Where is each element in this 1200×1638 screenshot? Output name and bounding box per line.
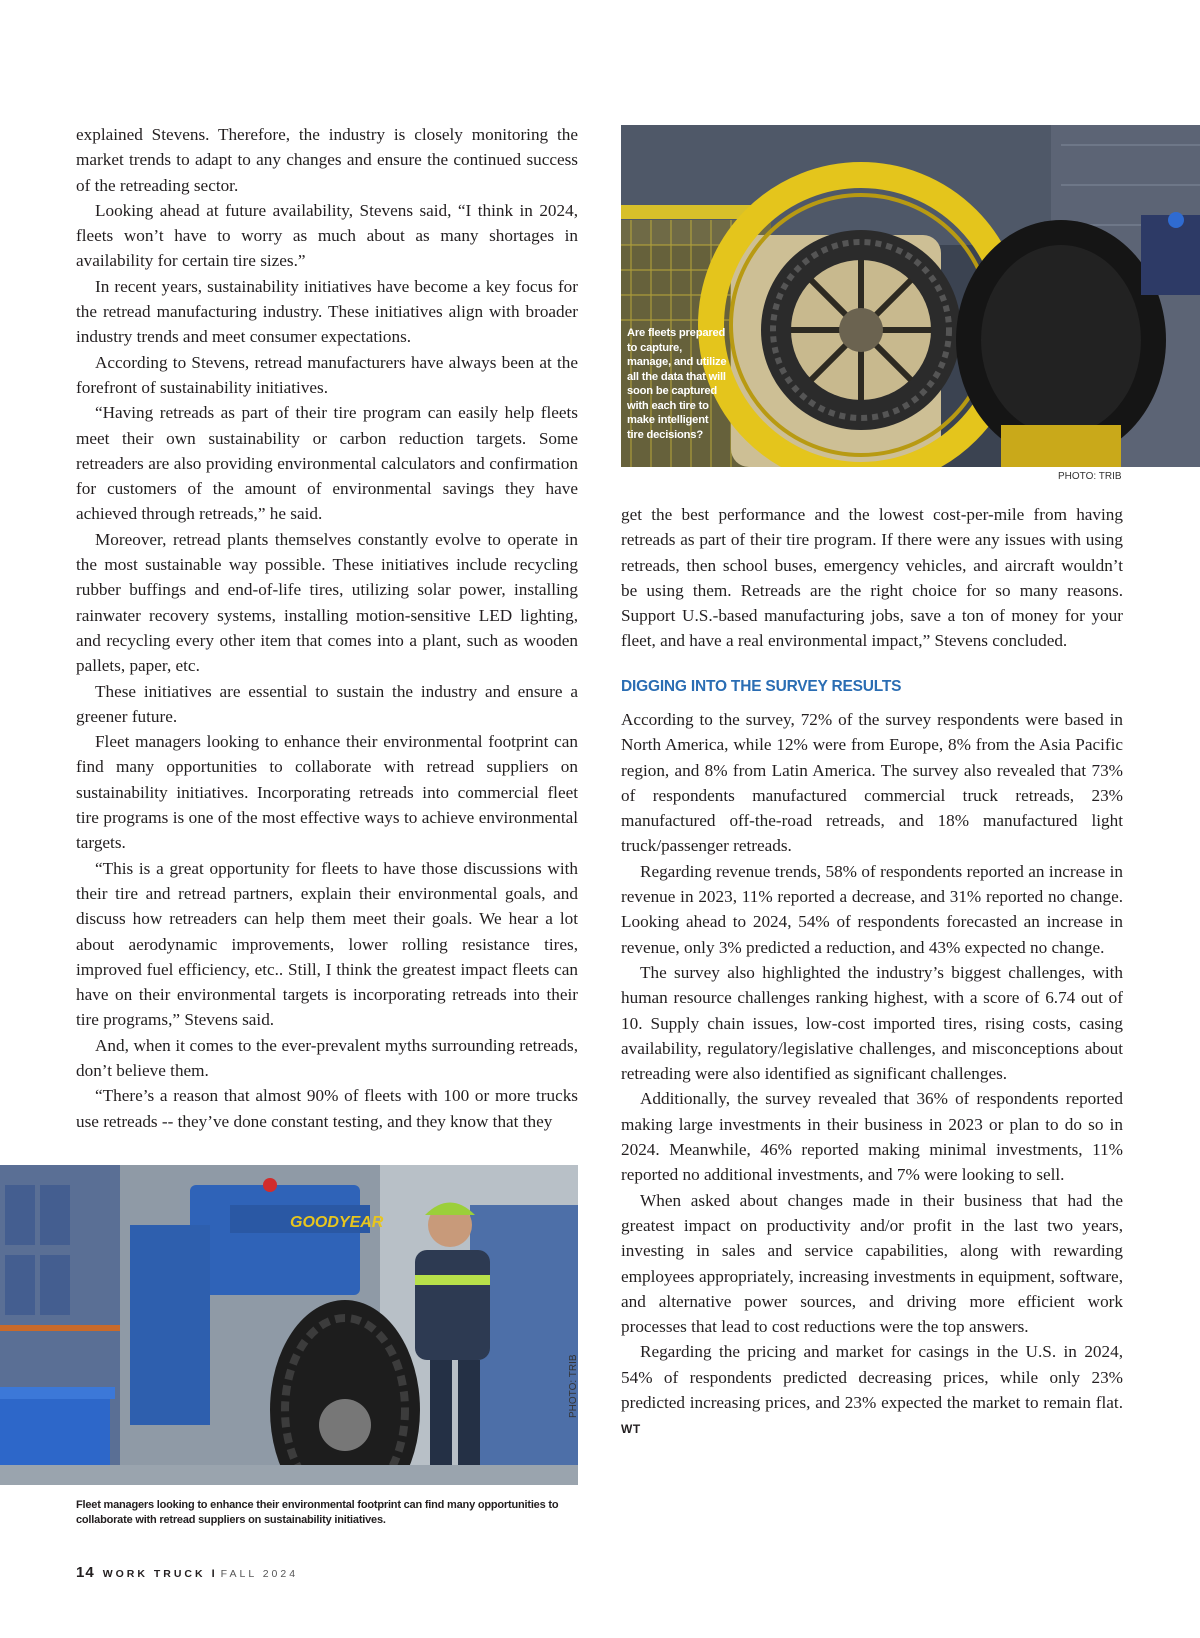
paragraph: “This is a great opportunity for fleets to have those discussions with their tire and retread partners, explain their environmental goals, and discuss how retreaders can help them meet their goals. We hear a lot about aerodynamic improvements, lower rolling resistance tires, improved fuel efficiency, etc.. Still, I think the greatest impact fleets can have on their environmental targets is incorporating retreads into their tire programs,” Stevens said. [76, 858, 578, 1030]
paragraph: “Having retreads as part of their tire program can easily help fleets meet their own sustainability or carbon reduction targets. Some retreaders are also providing environmental calculators and confirmation for customers of the amount of environmental savings they have achieved through retreads,” he said. [76, 403, 578, 524]
paragraph [621, 1339, 1123, 1442]
paragraph: explained Stevens. Therefore, the industry is closely monitoring the market trends to adapt to any changes and ensure the continued success of the retreading sector. [76, 125, 578, 195]
bottom-photo-credit: PHOTO: TRIB [568, 1354, 579, 1418]
paragraph: In recent years, sustainability initiatives have become a key focus for the retread manufacturing industry. These initiatives align with broader industry trends and meet consumer expectations. [76, 276, 578, 347]
paragraph: According to the survey, 72% of the survey respondents were based in North America, while 12% were from Europe, 8% from the Asia Pacific region, and 8% from Latin America. The survey also revealed that 73% of respondents manufactured commercial truck retreads, 23% manufactured off-the-road retreads, and 18% manufactured light truck/passenger retreads. [621, 710, 1123, 856]
paragraph: The survey also highlighted the industry’s biggest challenges, with human resource challenges ranking highest, with a score of 6.74 out of 10. Supply chain issues, low-cost imported tires, rising costs, casing availability, regulatory/legislative challenges, and misconceptions about retreading were also identified as significant challenges. [621, 962, 1123, 1084]
paragraph: Additionally, the survey revealed that 36% of respondents reported making large investments in their business in 2023 or plan to do so in 2024. Meanwhile, 46% reported making minimal investments, 11% reported no additional investments, and 7% were looking to sell. [621, 1089, 1123, 1185]
paragraph: Regarding revenue trends, 58% of respondents reported an increase in revenue in 2023, 11% reported a decrease, and 31% reported no change. Looking ahead to 2024, 54% of respondents forecasted an increase in revenue, only 3% predicted a reduction, and 43% expected no change. [621, 861, 1123, 957]
page-number: 14 [76, 1564, 95, 1581]
magazine-name: WORK TRUCK [102, 1568, 206, 1580]
top-photo-caption: Are fleets prepared to capture, manage, and utilize all the data that will soon be captured with each tire to make intelligent tire decisions? [627, 327, 727, 441]
paragraph-text: Regarding the pricing and market for casings in the U.S. in 2024, 54% of respondents predicted decreasing prices, while only 23% predicted increasing prices, and 23% expected the market to remain flat. [621, 1342, 1123, 1413]
goodyear-logo-text: GOODYEAR [290, 1214, 384, 1231]
page-footer [76, 1564, 298, 1582]
paragraph: get the best performance and the lowest cost-per-mile from having retreads as part of their tire program. If there were any issues with using retreads, then school buses, emergency vehicles, and aircraft wouldn’t be using them. Retreads are the right choice for so many reasons. Support U.S.-based manufacturing jobs, save a ton of money for your fleet, and have a real environmental impact,” Stevens concluded. [621, 505, 1123, 651]
bottom-photo-caption: Fleet managers looking to enhance their environmental footprint can find many opportunities to collaborate with retread suppliers on sustainability initiatives. [76, 1499, 559, 1526]
footer-separator: I [211, 1568, 215, 1580]
article-right-column-top [621, 502, 1123, 654]
top-photo-credit: PHOTO: TRIB [1058, 471, 1122, 482]
issue-label: FALL 2024 [220, 1568, 299, 1580]
paragraph: These initiatives are essential to sustain the industry and ensure a greener future. [76, 681, 578, 726]
paragraph: Looking ahead at future availability, Stevens said, “I think in 2024, fleets won’t have to worry as much about as many shortages in availability for certain tire sizes.” [76, 200, 578, 271]
section-heading: DIGGING INTO THE SURVEY RESULTS [621, 678, 902, 695]
paragraph: Moreover, retread plants themselves constantly evolve to operate in the most sustainable way possible. These initiatives include recycling rubber buffings and end-of-life tires, utilizing solar power, installing rainwater recovery systems, installing motion-sensitive LED lighting, and recycling every other item that comes into a plant, such as wooden pallets, paper, etc. [76, 529, 578, 676]
article-left-column [76, 122, 578, 1134]
paragraph: When asked about changes made in their business that had the greatest impact on productivity and/or profit in the last two years, investing in sales and service capabilities, along with rewarding employees appropriately, increasing investments in equipment, software, and alternative power sources, and driving more efficient work processes that lead to cost reductions were the top answers. [621, 1190, 1123, 1337]
paragraph: And, when it comes to the ever-prevalent myths surrounding retreads, don’t believe them. [76, 1035, 578, 1080]
paragraph: Fleet managers looking to enhance their environmental footprint can find many opportunities to collaborate with retread suppliers on sustainability initiatives. Incorporating retreads into commercial fleet tire programs is one of the most effective ways to achieve environmental targets. [76, 732, 578, 853]
paragraph: According to Stevens, retread manufacturers have always been at the forefront of sustainability initiatives. [76, 352, 578, 397]
end-mark: WT [621, 1422, 641, 1437]
article-right-column-bottom [621, 707, 1123, 1443]
paragraph: “There’s a reason that almost 90% of fleets with 100 or more trucks use retreads -- they’ve done constant testing, and they know that they [76, 1086, 578, 1131]
goodyear-machine-photo [0, 1165, 578, 1485]
